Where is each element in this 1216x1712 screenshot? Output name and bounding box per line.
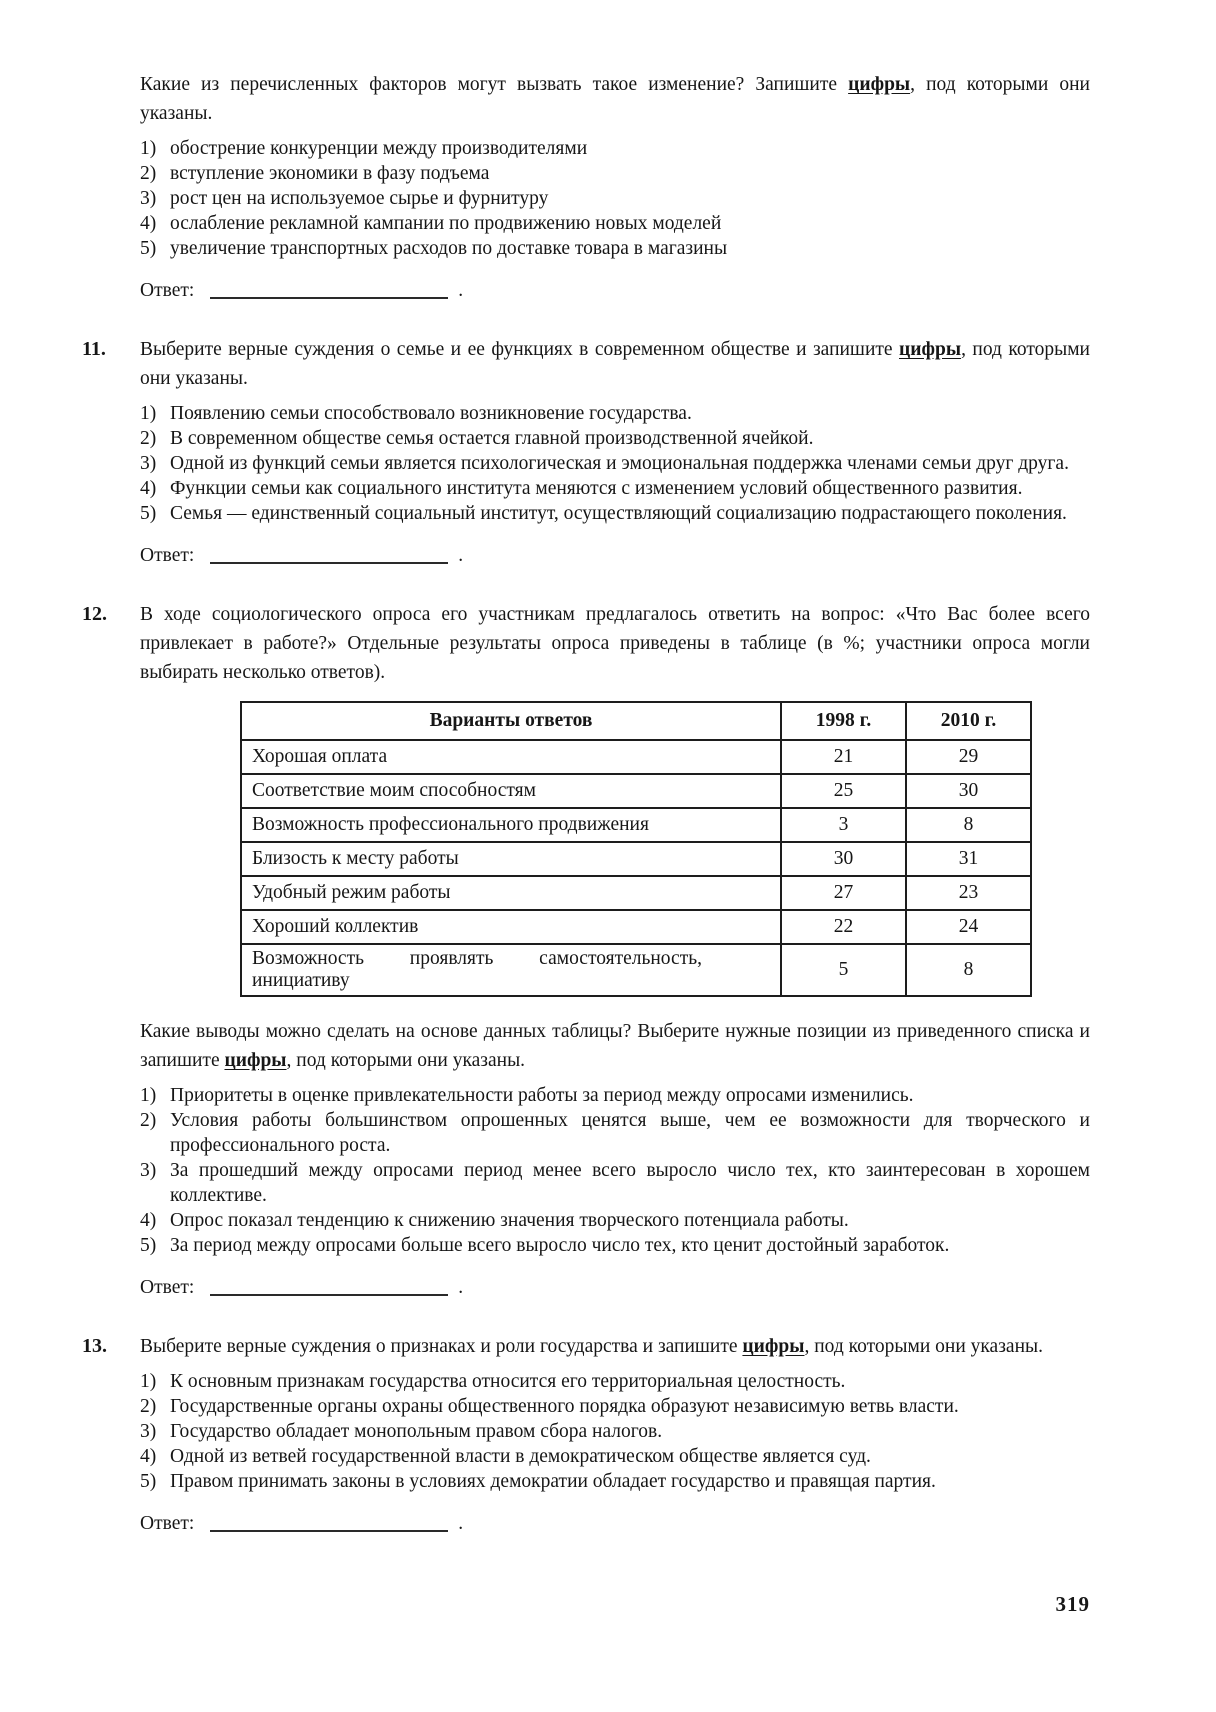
item-text: Правом принимать законы в условиях демократии обладает государство и правящая партия. — [170, 1471, 936, 1492]
highlighted-word: цифры — [848, 74, 911, 95]
value-1998: 22 — [781, 910, 906, 944]
list-item — [140, 1108, 1090, 1158]
list-item — [140, 1083, 1090, 1108]
question-number: 12. — [82, 603, 107, 625]
item-text: За прошедший между опросами период менее всего выросло число тех, кто заинтересован в хорошем коллективе. — [170, 1160, 1090, 1206]
question-number: 13. — [82, 1335, 107, 1357]
value-1998: 27 — [781, 876, 906, 910]
value-2010: 30 — [906, 774, 1031, 808]
item-text: увеличение транспортных расходов по доставке товара в магазины — [170, 238, 728, 259]
page-content — [82, 70, 1090, 1568]
item-number: 5) — [140, 1471, 157, 1492]
list-item — [140, 1208, 1090, 1233]
item-number: 5) — [140, 503, 157, 524]
answer-row — [140, 277, 1090, 305]
item-number: 3) — [140, 453, 157, 474]
row-label: Близость к месту работы — [241, 842, 781, 876]
item-number: 3) — [140, 188, 157, 209]
list-item — [140, 161, 1090, 186]
item-text: вступление экономики в фазу подъема — [170, 163, 490, 184]
table-row — [241, 876, 1031, 910]
answer-blank-line — [210, 283, 448, 299]
answer-label: Ответ: — [140, 1513, 195, 1534]
question-text-post: , под которыми они указаны. — [140, 74, 1090, 124]
question-13 — [82, 1332, 1090, 1538]
list-item — [140, 1369, 1090, 1394]
row-label: Хорошая оплата — [241, 740, 781, 774]
list-item — [140, 501, 1090, 526]
item-text: В современном обществе семья остается главной производственной ячейкой. — [170, 428, 814, 449]
answer-period: . — [458, 1513, 464, 1534]
list-item — [140, 451, 1090, 476]
question-11 — [82, 335, 1090, 570]
value-1998: 30 — [781, 842, 906, 876]
answer-blank-line — [210, 548, 448, 564]
conclusion-text-post: , под которыми они указаны. — [286, 1050, 526, 1071]
item-text: ослабление рекламной кампании по продвижению новых моделей — [170, 213, 722, 234]
table-row — [241, 842, 1031, 876]
list-item — [140, 426, 1090, 451]
item-number: 5) — [140, 238, 157, 259]
value-2010: 8 — [906, 944, 1031, 996]
row-label: Хороший коллектив — [241, 910, 781, 944]
survey-table — [240, 701, 1032, 997]
item-number: 1) — [140, 1371, 157, 1392]
list-item — [140, 1158, 1090, 1208]
question-text — [140, 1332, 1090, 1361]
item-number: 3) — [140, 1421, 157, 1442]
list-item — [140, 401, 1090, 426]
item-text: рост цен на используемое сырье и фурнитуру — [170, 188, 549, 209]
item-number: 2) — [140, 1110, 157, 1131]
item-text: Государство обладает монопольным правом сбора налогов. — [170, 1421, 663, 1442]
options-list — [140, 1369, 1090, 1494]
page-number: 319 — [1055, 1592, 1090, 1616]
survey-table-container — [240, 701, 1090, 997]
highlighted-word: цифры — [899, 339, 962, 360]
value-2010: 29 — [906, 740, 1031, 774]
answer-label: Ответ: — [140, 1277, 195, 1298]
row-label — [241, 944, 781, 996]
item-text: Государственные органы охраны общественного порядка образуют независимую ветвь власти. — [170, 1396, 959, 1417]
answer-period: . — [458, 545, 464, 566]
question-text — [140, 335, 1090, 393]
item-number: 3) — [140, 1160, 157, 1181]
list-item — [140, 211, 1090, 236]
question-text-post: , под которыми они указаны. — [804, 1336, 1043, 1357]
value-1998: 3 — [781, 808, 906, 842]
list-item — [140, 1419, 1090, 1444]
question-12 — [82, 600, 1090, 1302]
item-text: Одной из функций семьи является психологическая и эмоциональная поддержка членами семьи друг друга. — [170, 453, 1069, 474]
answer-row — [140, 1510, 1090, 1538]
item-text: За период между опросами больше всего выросло число тех, кто ценит достойный заработок. — [170, 1235, 950, 1256]
question-text — [140, 70, 1090, 128]
item-number: 1) — [140, 138, 157, 159]
value-1998: 25 — [781, 774, 906, 808]
highlighted-word: цифры — [224, 1050, 287, 1071]
item-text: Семья — единственный социальный институт, осуществляющий социализацию подрастающего поколения. — [170, 503, 1067, 524]
answer-label: Ответ: — [140, 545, 195, 566]
list-item — [140, 1469, 1090, 1494]
item-number: 4) — [140, 478, 157, 499]
value-2010: 8 — [906, 808, 1031, 842]
table-row — [241, 944, 1031, 996]
item-number: 4) — [140, 1446, 157, 1467]
highlighted-word: цифры — [742, 1336, 805, 1357]
list-item — [140, 236, 1090, 261]
row-label: Удобный режим работы — [241, 876, 781, 910]
value-1998: 21 — [781, 740, 906, 774]
conclusion-text — [140, 1017, 1090, 1075]
options-list — [140, 1083, 1090, 1258]
question-number: 11. — [82, 338, 106, 360]
item-text: Приоритеты в оценке привлекательности работы за период между опросами изменились. — [170, 1085, 914, 1106]
table-header-1998: 1998 г. — [781, 702, 906, 740]
value-2010: 31 — [906, 842, 1031, 876]
options-list — [140, 136, 1090, 261]
answer-row — [140, 1274, 1090, 1302]
item-number: 4) — [140, 213, 157, 234]
item-number: 2) — [140, 1396, 157, 1417]
answer-period: . — [458, 280, 464, 301]
item-text: обострение конкуренции между производителями — [170, 138, 588, 159]
list-item — [140, 1233, 1090, 1258]
table-header-row — [241, 702, 1031, 740]
item-text: Опрос показал тенденцию к снижению значения творческого потенциала работы. — [170, 1210, 849, 1231]
list-item — [140, 1444, 1090, 1469]
value-2010: 24 — [906, 910, 1031, 944]
question-text-post: , под которыми они указаны. — [140, 339, 1090, 389]
table-row — [241, 774, 1031, 808]
answer-blank-line — [210, 1516, 448, 1532]
question-text-pre: Выберите верные суждения о признаках и роли государства и запишите — [140, 1336, 743, 1357]
list-item — [140, 1394, 1090, 1419]
table-header-2010: 2010 г. — [906, 702, 1031, 740]
item-text: Одной из ветвей государственной власти в демократическом обществе является суд. — [170, 1446, 871, 1467]
row-label: Соответствие моим способностям — [241, 774, 781, 808]
item-text: Условия работы большинством опрошенных ценятся выше, чем ее возможности для творческого и профессионального роста. — [170, 1110, 1090, 1156]
question-10-continuation — [140, 70, 1090, 305]
item-number: 4) — [140, 1210, 157, 1231]
question-text: В ходе социологического опроса его участникам предлагалось ответить на вопрос: «Что Вас более всего привлекает в работе?» Отдельные результаты опроса приведены в таблице (в %; участники опроса могли выбирать несколько ответов). — [140, 604, 1090, 683]
answer-label: Ответ: — [140, 280, 195, 301]
row-label: Возможность профессионального продвижения — [241, 808, 781, 842]
value-1998: 5 — [781, 944, 906, 996]
list-item — [140, 136, 1090, 161]
row-label-text: Возможность проявлять самостоятельность, инициативу — [252, 948, 702, 991]
item-number: 2) — [140, 428, 157, 449]
item-number: 1) — [140, 1085, 157, 1106]
table-row — [241, 740, 1031, 774]
list-item — [140, 476, 1090, 501]
answer-blank-line — [210, 1280, 448, 1296]
table-row — [241, 910, 1031, 944]
list-item — [140, 186, 1090, 211]
item-number: 5) — [140, 1235, 157, 1256]
item-number: 1) — [140, 403, 157, 424]
options-list — [140, 401, 1090, 526]
answer-row — [140, 542, 1090, 570]
table-row — [241, 808, 1031, 842]
item-number: 2) — [140, 163, 157, 184]
item-text: Появлению семьи способствовало возникновение государства. — [170, 403, 692, 424]
table-header-options: Варианты ответов — [241, 702, 781, 740]
item-text: К основным признакам государства относится его территориальная целостность. — [170, 1371, 846, 1392]
question-text-pre: Какие из перечисленных факторов могут вызвать такое изменение? Запишите — [140, 74, 849, 95]
item-text: Функции семьи как социального института меняются с изменением условий общественного развития. — [170, 478, 1023, 499]
conclusion-text-pre: Какие выводы можно сделать на основе данных таблицы? Выберите нужные позиции из приведенного списка и запишите — [140, 1021, 1090, 1071]
value-2010: 23 — [906, 876, 1031, 910]
answer-period: . — [458, 1277, 464, 1298]
question-text-pre: Выберите верные суждения о семье и ее функциях в современном обществе и запишите — [140, 339, 900, 360]
